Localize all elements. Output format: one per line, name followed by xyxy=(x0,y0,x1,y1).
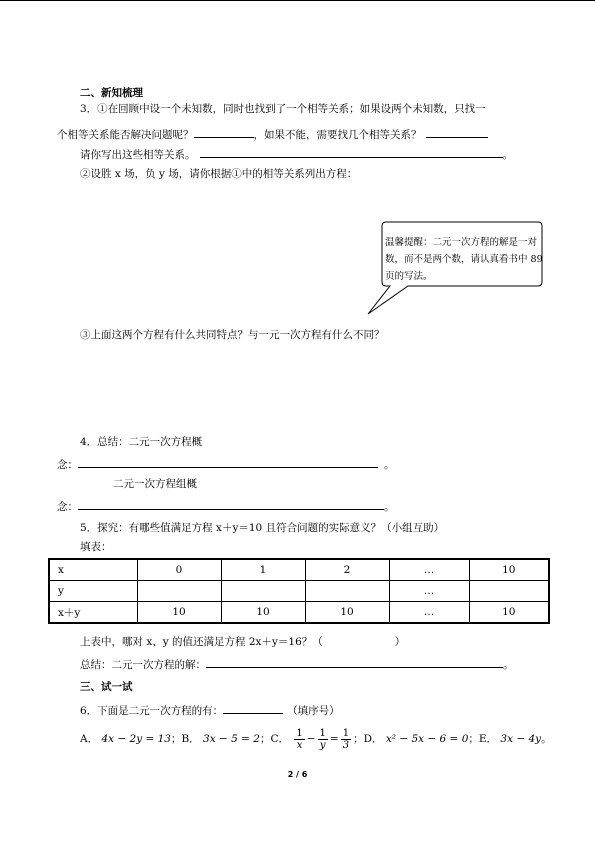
q3-part2: ②设胜 x 场，负 y 场，请你根据①中的相等关系列出方程： xyxy=(80,168,358,180)
answer-blank-1[interactable] xyxy=(194,126,254,138)
q3-line3 xyxy=(80,146,513,162)
q3-line2-text-a: 个相等关系能否解决问题呢？ xyxy=(57,129,194,141)
q6-text: 6．下面是二元一次方程的有： xyxy=(80,705,224,717)
section-heading-2: 二、新知梳理 xyxy=(80,87,143,99)
solution-blank[interactable] xyxy=(206,656,503,668)
top-rule xyxy=(0,0,595,1)
q5-line2: 填表： xyxy=(80,541,112,553)
table-cell: … xyxy=(389,581,469,602)
answer-blank-2[interactable] xyxy=(426,126,488,138)
q5-line1: 5．探究：有哪些值满足方程 x＋y＝10 且符合问题的实际意义？（小组互助） xyxy=(80,522,445,534)
table-cell: 1 xyxy=(221,559,305,581)
table-input-cell[interactable] xyxy=(221,581,305,602)
q6-line xyxy=(80,702,340,718)
option-e-end: 。 xyxy=(541,733,552,745)
q4-line2-label: 念： xyxy=(57,459,78,471)
q5-summary xyxy=(80,656,514,672)
option-c-frac-3: $\frac{1}{3}$ xyxy=(342,727,350,751)
answer-blank-3[interactable] xyxy=(200,146,503,158)
table-input-cell[interactable] xyxy=(469,581,549,602)
option-e-label: ；E． xyxy=(468,733,498,745)
tip-text: 温馨提醒：二元一次方程的解是一对数，而不是两个数，请认真看书中 89 页的写法。 xyxy=(385,237,543,282)
q4-line2-end: 。 xyxy=(384,459,395,471)
table-cell: 0 xyxy=(137,559,221,581)
table-input-cell[interactable] xyxy=(137,581,221,602)
option-c-frac-2: $\frac{1}{y}$ xyxy=(319,727,326,751)
q6-answer-blank[interactable] xyxy=(223,702,283,714)
fill-in-table xyxy=(48,558,550,624)
q3-line2 xyxy=(57,126,488,142)
q4-line4 xyxy=(57,498,395,514)
q3-line1: 3．①在回顾中设一个未知数，同时也找到了一个相等关系；如果设两个未知数，只找一 xyxy=(80,103,486,115)
table-cell: 10 xyxy=(221,602,305,624)
table-row-x xyxy=(49,559,549,581)
q5-summary-end: 。 xyxy=(503,659,514,671)
q3-line3-text: 请你写出这些相等关系。 xyxy=(80,149,196,161)
concept-blank-1[interactable] xyxy=(78,456,378,468)
table-input-cell[interactable] xyxy=(305,581,389,602)
option-c-frac-1: $\frac{1}{x}$ xyxy=(296,727,303,751)
table-cell: … xyxy=(389,602,469,624)
table-cell: 10 xyxy=(137,602,221,624)
table-cell: 10 xyxy=(305,602,389,624)
q6-options: A． 4x − 2y = 13；B． 3x − 5 = 2；C． $\frac{1}{x}$ − $\frac{1}{y}$ = $\frac{1}{3}$ ；D． x² − 5x − 6 = 0；E． 3x − 4y。 xyxy=(80,727,552,751)
option-e-expression: 3x − 4y xyxy=(500,733,542,745)
option-a-label: A． xyxy=(80,733,99,745)
option-d-label: ；D． xyxy=(353,733,383,745)
table-cell: … xyxy=(389,559,469,581)
option-c-label: ；C． xyxy=(259,733,289,745)
option-b-label: ；B． xyxy=(170,733,200,745)
option-d-equation: x² − 5x − 6 = 0 xyxy=(385,733,469,745)
q4-line1: 4．总结：二元一次方程概 xyxy=(80,436,203,448)
table-cell: x＋y xyxy=(49,602,137,624)
q4-line2 xyxy=(57,456,395,472)
q3-line3-end: 。 xyxy=(502,149,513,161)
q5-after-table xyxy=(80,635,405,649)
q6-end: （填序号） xyxy=(287,705,340,717)
table-cell: 2 xyxy=(305,559,389,581)
q5-after-table-text: 上表中，哪对 x、y 的值还满足方程 2x＋y＝16？（ xyxy=(80,636,323,648)
table-cell: 10 xyxy=(469,559,549,581)
page-number: 2 / 6 xyxy=(287,770,308,779)
q5-summary-label: 总结：二元一次方程的解： xyxy=(80,659,206,671)
option-b-equation: 3x − 5 = 2 xyxy=(203,733,260,745)
q4-line3: 二元一次方程组概 xyxy=(113,478,197,490)
table-row-y xyxy=(49,581,549,602)
q3-line2-text-b: ，如果不能，需要找几个相等关系？ xyxy=(253,129,422,141)
q4-line4-label: 念： xyxy=(57,501,78,513)
table-cell: x xyxy=(49,559,137,581)
option-a-equation: 4x − 2y = 13 xyxy=(101,733,171,745)
table-cell: 10 xyxy=(469,602,549,624)
table-row-sum xyxy=(49,602,549,624)
section-heading-3: 三、试一试 xyxy=(80,681,133,693)
concept-blank-2[interactable] xyxy=(78,498,384,510)
table-cell: y xyxy=(49,581,137,602)
q3-part3: ③上面这两个方程有什么共同特点？与一元一次方程有什么不同？ xyxy=(80,329,385,341)
q4-line4-end: 。 xyxy=(384,501,395,513)
q5-after-table-end: ） xyxy=(394,636,406,648)
